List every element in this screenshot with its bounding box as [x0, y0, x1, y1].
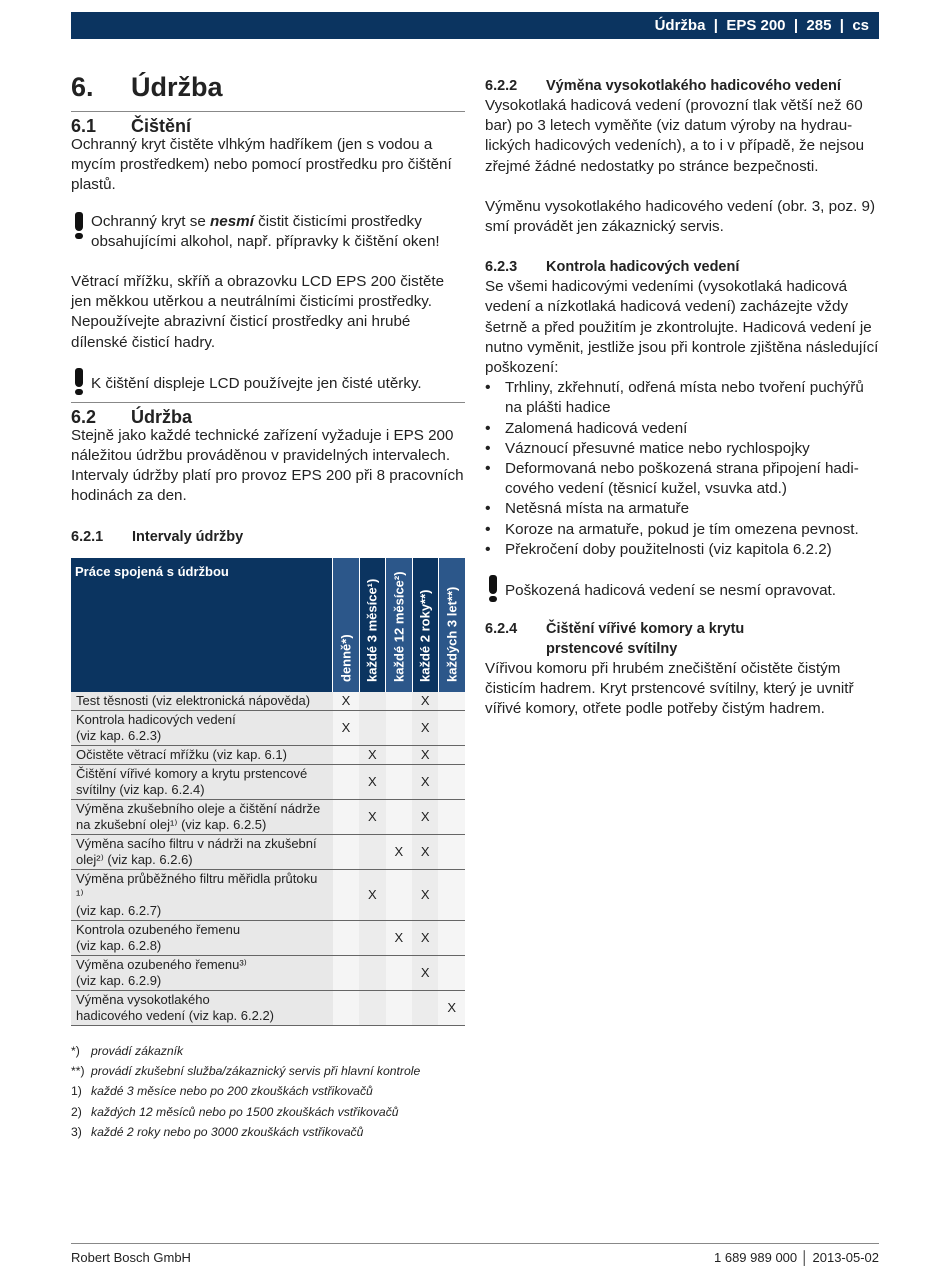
right-column: [485, 76, 879, 720]
table-cell-mark: [438, 692, 465, 711]
table-row: [71, 692, 465, 711]
table-row: [71, 799, 465, 834]
table-cell-mark: [386, 990, 412, 1025]
paragraph: Větrací mřížku, skříň a obrazovku LCD EPS 200 čistěte jen měkkou utěrkou a neutrálními čisticími prostředky. Nepoužívejte abrazivní čisticí prostředky ani hrubé dílenské čisticí hadry.: [71, 273, 445, 351]
warning-note: Poškozená hadicová vedení se nesmí opravovat.: [485, 575, 879, 603]
table-header-task: Práce spojená s údržbou: [71, 558, 333, 692]
table-cell-mark: X: [359, 764, 385, 799]
table-cell-mark: [333, 920, 359, 955]
table-cell-task: Výměna sacího filtru v nádrži na zkušební olej²⁾ (viz kap. 6.2.6): [71, 834, 333, 869]
subsection-heading-6-2-1: 6.2.1 Intervaly údržby: [71, 528, 244, 545]
table-cell-mark: [333, 764, 359, 799]
paragraph: Se všemi hadicovými vedeními (vysokotlaká hadicová vedení a nízkotlaká hadicová vedení) zacházejte vždy šetrně a před použitím je zkontrolujte. Hadicová vedení je nutno vyměnit, jestliže jsou při kontrole zjištěna následující poškození:: [485, 278, 879, 377]
table-cell-mark: X: [359, 745, 385, 764]
table-cell-task: Výměna ozubeného řemenu³⁾ (viz kap. 6.2.9): [71, 955, 333, 990]
paragraph: Stejně jako každé technické zařízení vyžaduje i EPS 200 náležitou údržbu prováděnou v pravidelných intervalech. Intervaly údržby platí pro provoz EPS 200 při 8 pracovních hodinách za den.: [71, 426, 464, 505]
table-cell-mark: [386, 692, 412, 711]
subsection-heading-6-2-3: 6.2.3 Kontrola hadicových vedení: [485, 259, 740, 276]
footnote: 3) každé 2 roky nebo po 3000 zkouškách vstřikovačů: [71, 1125, 364, 1140]
header-section: Údržba: [654, 17, 706, 34]
list-item: • Deformovaná nebo poškozená strana připojení hadicového vedení (těsnicí kužel, vsuvka atd.): [485, 459, 879, 499]
paragraph: Vířivou komoru při hrubém znečištění očistěte čistým čisticím hadrem. Kryt prstencové svítilny, který je uvnitř vířivé komory, otřete podle potřeby čistým hadrem.: [485, 660, 854, 718]
header-language: cs: [852, 17, 869, 34]
list-item: • Váznoucí přesuvné matice nebo rychlospojky: [485, 439, 879, 459]
footnote: 2) každých 12 měsíců nebo po 1500 zkouškách vstřikovačů: [71, 1104, 399, 1119]
table-cell-mark: [386, 745, 412, 764]
subsection-heading-6-2-2: 6.2.2 Výměna vysokotlakého hadicového vedení: [485, 78, 841, 94]
table-cell-mark: [412, 990, 438, 1025]
table-cell-mark: X: [359, 799, 385, 834]
table-row: [71, 764, 465, 799]
chapter-heading: 6. Údržba: [71, 71, 223, 102]
table-header-row: [71, 558, 465, 692]
table-header-interval: každých 3 let**): [438, 558, 465, 692]
table-cell-mark: [386, 799, 412, 834]
subsection-heading-6-2-4: 6.2.4 Čištění vířivé komory a krytu prstencové svítilny: [485, 621, 745, 658]
table-cell-mark: [333, 745, 359, 764]
table-row: [71, 710, 465, 745]
table-cell-mark: [438, 799, 465, 834]
footer-company: Robert Bosch GmbH: [71, 1250, 191, 1265]
warning-note: Ochranný kryt se nesmí čistit čisticími prostředky obsahujícími alkohol, např. přípravky k čištění oken!: [71, 212, 465, 252]
paragraph: Vysokotlaká hadicová vedení (provozní tlak větší než 60 bar) po 3 letech vyměňte (viz datum výroby na hydraulických hadicových vedeních), a to i v případě, že nejsou zřejmé žádné nedostatky po stránce bezpečnosti.: [485, 97, 865, 175]
footer-date: 2013-05-02: [812, 1250, 879, 1265]
table-cell-mark: [438, 920, 465, 955]
table-cell-mark: [333, 799, 359, 834]
maintenance-interval-table: [71, 558, 465, 1026]
table-cell-mark: X: [359, 869, 385, 920]
table-header-interval: každé 12 měsíce²): [386, 558, 412, 692]
table-cell-mark: X: [412, 869, 438, 920]
table-cell-mark: X: [412, 692, 438, 711]
table-cell-mark: [386, 710, 412, 745]
table-cell-mark: [359, 990, 385, 1025]
table-cell-mark: X: [412, 799, 438, 834]
table-cell-mark: X: [412, 955, 438, 990]
table-cell-mark: [386, 764, 412, 799]
exclamation-icon: [71, 368, 91, 396]
table-cell-mark: X: [333, 710, 359, 745]
table-cell-mark: [438, 955, 465, 990]
table-cell-mark: X: [412, 764, 438, 799]
table-cell-mark: [359, 692, 385, 711]
table-cell-mark: [359, 955, 385, 990]
table-cell-task: Test těsnosti (viz elektronická nápověda): [71, 692, 333, 711]
table-cell-mark: X: [412, 834, 438, 869]
list-item: • Zalomená hadicová vedení: [485, 419, 879, 439]
section-heading-6-2: 6.2 Údržba: [71, 402, 465, 426]
table-cell-mark: [359, 920, 385, 955]
page-header-bar: Údržba | EPS 200 | 285 | cs: [71, 12, 879, 39]
paragraph: Výměnu vysokotlakého hadicového vedení (obr. 3, poz. 9) smí provádět jen zákaznický servis.: [485, 197, 876, 236]
table-cell-mark: [333, 869, 359, 920]
footer-doc-number: 1 689 989 000: [714, 1250, 798, 1265]
table-cell-mark: [386, 869, 412, 920]
table-row: [71, 990, 465, 1025]
list-item: • Překročení doby použitelnosti (viz kapitola 6.2.2): [485, 540, 879, 560]
footnote: **) provádí zkušební služba/zákaznický servis při hlavní kontrole: [71, 1064, 421, 1079]
table-row: [71, 869, 465, 920]
table-cell-task: Kontrola ozubeného řemenu (viz kap. 6.2.8): [71, 920, 333, 955]
table-cell-task: Výměna průběžného filtru měřidla průtoku ¹⁾ (viz kap. 6.2.7): [71, 869, 333, 920]
exclamation-icon: [485, 575, 505, 603]
table-cell-mark: X: [412, 920, 438, 955]
header-page-number: 285: [806, 17, 832, 34]
page-footer: Robert Bosch GmbH 1 689 989 000 │ 2013-05-02: [71, 1250, 879, 1265]
table-row: [71, 834, 465, 869]
footnotes: [71, 1041, 465, 1143]
table-cell-mark: [438, 764, 465, 799]
left-column: [71, 64, 465, 1143]
table-cell-mark: [438, 834, 465, 869]
exclamation-icon: [71, 212, 91, 240]
table-cell-mark: X: [386, 834, 412, 869]
table-cell-task: Čištění vířivé komory a krytu prstencové svítilny (viz kap. 6.2.4): [71, 764, 333, 799]
footer-divider: [71, 1243, 879, 1244]
section-heading-6-1: 6.1 Čištění: [71, 111, 465, 135]
table-cell-task: Výměna vysokotlakého hadicového vedení (viz kap. 6.2.2): [71, 990, 333, 1025]
table-cell-mark: [359, 834, 385, 869]
table-cell-mark: [386, 955, 412, 990]
table-cell-mark: [438, 869, 465, 920]
table-cell-task: Očistěte větrací mřížku (viz kap. 6.1): [71, 745, 333, 764]
table-cell-mark: X: [412, 745, 438, 764]
table-cell-mark: [333, 955, 359, 990]
table-cell-mark: X: [438, 990, 465, 1025]
table-header-interval: denně*): [333, 558, 359, 692]
footnote: 1) každé 3 měsíce nebo po 200 zkouškách vstřikovačů: [71, 1084, 373, 1099]
paragraph: Ochranný kryt čistěte vlhkým hadříkem (jen s vodou a mycím prostředkem) nebo pomocí prostředku pro čištění plastů.: [71, 136, 452, 194]
list-item: • Trhliny, zkřehnutí, odřená místa nebo tvoření puchýřů na plášti hadice: [485, 378, 879, 418]
table-cell-mark: [438, 745, 465, 764]
list-item: • Netěsná místa na armatuře: [485, 499, 879, 519]
damage-list: [485, 378, 879, 560]
table-row: [71, 745, 465, 764]
table-cell-mark: [438, 710, 465, 745]
table-cell-mark: [333, 990, 359, 1025]
table-cell-task: Kontrola hadicových vedení (viz kap. 6.2.3): [71, 710, 333, 745]
table-cell-mark: X: [412, 710, 438, 745]
table-header-interval: každé 2 roky**): [412, 558, 438, 692]
table-row: [71, 955, 465, 990]
footnote: *) provádí zákazník: [71, 1043, 184, 1058]
list-item: • Koroze na armatuře, pokud je tím omezena pevnost.: [485, 520, 879, 540]
table-cell-task: Výměna zkušebního oleje a čištění nádrže na zkušební olej¹⁾ (viz kap. 6.2.5): [71, 799, 333, 834]
table-cell-mark: X: [333, 692, 359, 711]
warning-note: K čištění displeje LCD používejte jen čisté utěrky.: [71, 368, 465, 396]
table-cell-mark: X: [386, 920, 412, 955]
header-product: EPS 200: [726, 17, 786, 34]
table-header-interval: každé 3 měsíce¹): [359, 558, 385, 692]
table-cell-mark: [333, 834, 359, 869]
table-row: [71, 920, 465, 955]
table-cell-mark: [359, 710, 385, 745]
